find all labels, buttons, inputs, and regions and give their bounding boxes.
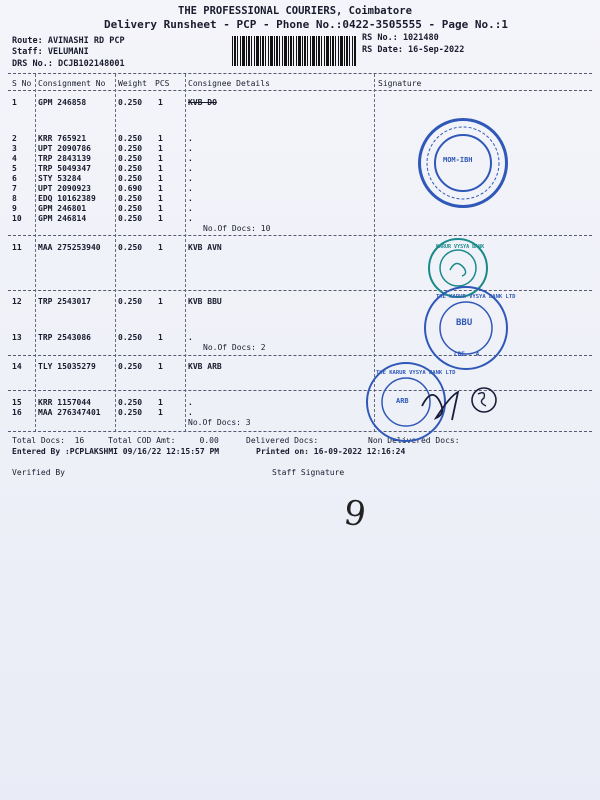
col-weight: Weight [118,79,147,88]
row-sno: 16 [12,408,22,417]
row-consignee: KVB ARB [188,362,222,371]
row-pcs: 1 [158,204,163,213]
row-consignment: UPT 2090923 [38,184,91,193]
row-sno: 10 [12,214,22,223]
handwritten-mark: 9 [341,492,369,536]
row-pcs: 1 [158,243,163,252]
row-sno: 3 [12,144,17,153]
row-weight: 0.250 [118,164,143,173]
staff-signature-label: Staff Signature [272,468,345,477]
row-weight: 0.690 [118,184,143,193]
row-consignment: TRP 2543017 [38,297,91,306]
row-consignment: STY 53284 [38,174,82,183]
total-docs: Total Docs: 16 [12,436,85,445]
verified-by: Verified By [12,468,65,477]
col-signature: Signature [378,79,422,88]
row-consignment: EDQ 10162389 [38,194,96,203]
row-weight: 0.250 [118,144,143,153]
rs-number: RS No.: 1021480 [362,33,439,43]
row-consignee: KVB BBU [188,297,222,306]
row-sno: 1 [12,98,17,107]
row-pcs: 1 [158,134,163,143]
row-pcs: 1 [158,144,163,153]
row-sno: 2 [12,134,17,143]
row-pcs: 1 [158,333,163,342]
row-consignee: . [188,174,193,183]
group-doc-count: No.Of Docs: 3 [188,418,251,427]
entered-by: Entered By :PCPLAKSHMI 09/16/22 12:15:57 PM [12,447,220,456]
row-pcs: 1 [158,297,163,306]
row-weight: 0.250 [118,194,143,203]
group-rule [8,235,592,236]
receipt-stamp: MOM-IBH [418,118,508,208]
row-consignee: . [188,154,193,163]
row-weight: 0.250 [118,297,143,306]
row-pcs: 1 [158,164,163,173]
row-weight: 0.250 [118,154,143,163]
row-consignee: . [188,398,193,407]
row-consignment: KRR 765921 [38,134,87,143]
row-weight: 0.250 [118,134,143,143]
company-name: THE PROFESSIONAL COURIERS, Coimbatore [178,5,412,17]
kvb-stamp-arb: THE KARUR VYSYA BANK LTD ARB [366,362,446,442]
table-end-rule [8,431,592,432]
row-weight: 0.250 [118,204,143,213]
col-divider [185,74,186,432]
row-sno: 6 [12,174,17,183]
col-consignee: Consignee Details [188,79,270,88]
row-weight: 0.250 [118,214,143,223]
row-weight: 0.250 [118,362,143,371]
kvb-stamp-avn: KARUR VYSYA BANK [428,238,488,298]
row-consignment: UPT 2090786 [38,144,91,153]
route-label: Route: AVINASHI RD PCP [12,36,125,46]
row-sno: 11 [12,243,22,252]
row-sno: 15 [12,398,22,407]
row-pcs: 1 [158,184,163,193]
row-consignee: KVB DO [188,98,217,107]
row-consignee: . [188,134,193,143]
row-sno: 12 [12,297,22,306]
row-consignment: MAA 276347401 [38,408,101,417]
row-consignment: TRP 2843139 [38,154,91,163]
row-weight: 0.250 [118,408,143,417]
row-pcs: 1 [158,214,163,223]
printed-on: Printed on: 16-09-2022 12:16:24 [256,447,406,456]
total-cod-amount: Total COD Amt: 0.00 [108,436,219,445]
row-consignment: KRR 1157044 [38,398,91,407]
col-divider [115,74,116,432]
row-sno: 4 [12,154,17,163]
row-consignee: . [188,194,193,203]
row-consignee: . [188,204,193,213]
row-consignment: GPM 246858 [38,98,87,107]
row-sno: 5 [12,164,17,173]
row-sno: 14 [12,362,22,371]
row-consignee: . [188,164,193,173]
non-delivered-docs: Non Delivered Docs: [368,436,460,445]
row-consignee: KVB AVN [188,243,222,252]
row-sno: 7 [12,184,17,193]
col-sno: S No [12,79,32,88]
row-weight: 0.250 [118,333,143,342]
row-consignee: . [188,144,193,153]
handwritten-signature [418,376,508,426]
row-consignment: TRP 2543086 [38,333,91,342]
row-pcs: 1 [158,98,163,107]
row-pcs: 1 [158,408,163,417]
rs-date: RS Date: 16-Sep-2022 [362,45,465,55]
row-weight: 0.250 [118,243,143,252]
row-consignment: TRP 5049347 [38,164,91,173]
row-consignment: GPM 246814 [38,214,87,223]
row-pcs: 1 [158,194,163,203]
row-consignee: . [188,333,193,342]
row-sno: 9 [12,204,17,213]
row-weight: 0.250 [118,98,143,107]
header-rule [8,73,592,74]
group-doc-count: No.Of Docs: 2 [203,343,266,352]
delivered-docs: Delivered Docs: [246,436,319,445]
row-consignment: TLY 15035279 [38,362,96,371]
col-divider [35,74,36,432]
staff-label: Staff: VELUMANI [12,47,89,57]
row-pcs: 1 [158,154,163,163]
kvb-stamp-bbu: THE KARUR VYSYA BANK LTD BBU CBE - 4 [424,286,508,370]
runsheet-title: Delivery Runsheet - PCP - Phone No.:0422-3505555 - Page No.:1 [104,18,508,31]
drs-number: DRS No.: DCJB102148001 [12,59,125,69]
columns-rule [8,90,592,91]
row-consignee: . [188,408,193,417]
group-doc-count: No.Of Docs: 10 [203,224,271,233]
row-consignment: GPM 246801 [38,204,87,213]
barcode [232,36,356,66]
col-pcs: PCS [155,79,170,88]
row-sno: 8 [12,194,17,203]
row-sno: 13 [12,333,22,342]
row-weight: 0.250 [118,398,143,407]
row-consignee: . [188,214,193,223]
row-pcs: 1 [158,362,163,371]
row-pcs: 1 [158,174,163,183]
row-weight: 0.250 [118,174,143,183]
col-consignment: Consignment No [38,79,106,88]
row-pcs: 1 [158,398,163,407]
row-consignment: MAA 275253940 [38,243,101,252]
row-consignee: . [188,184,193,193]
